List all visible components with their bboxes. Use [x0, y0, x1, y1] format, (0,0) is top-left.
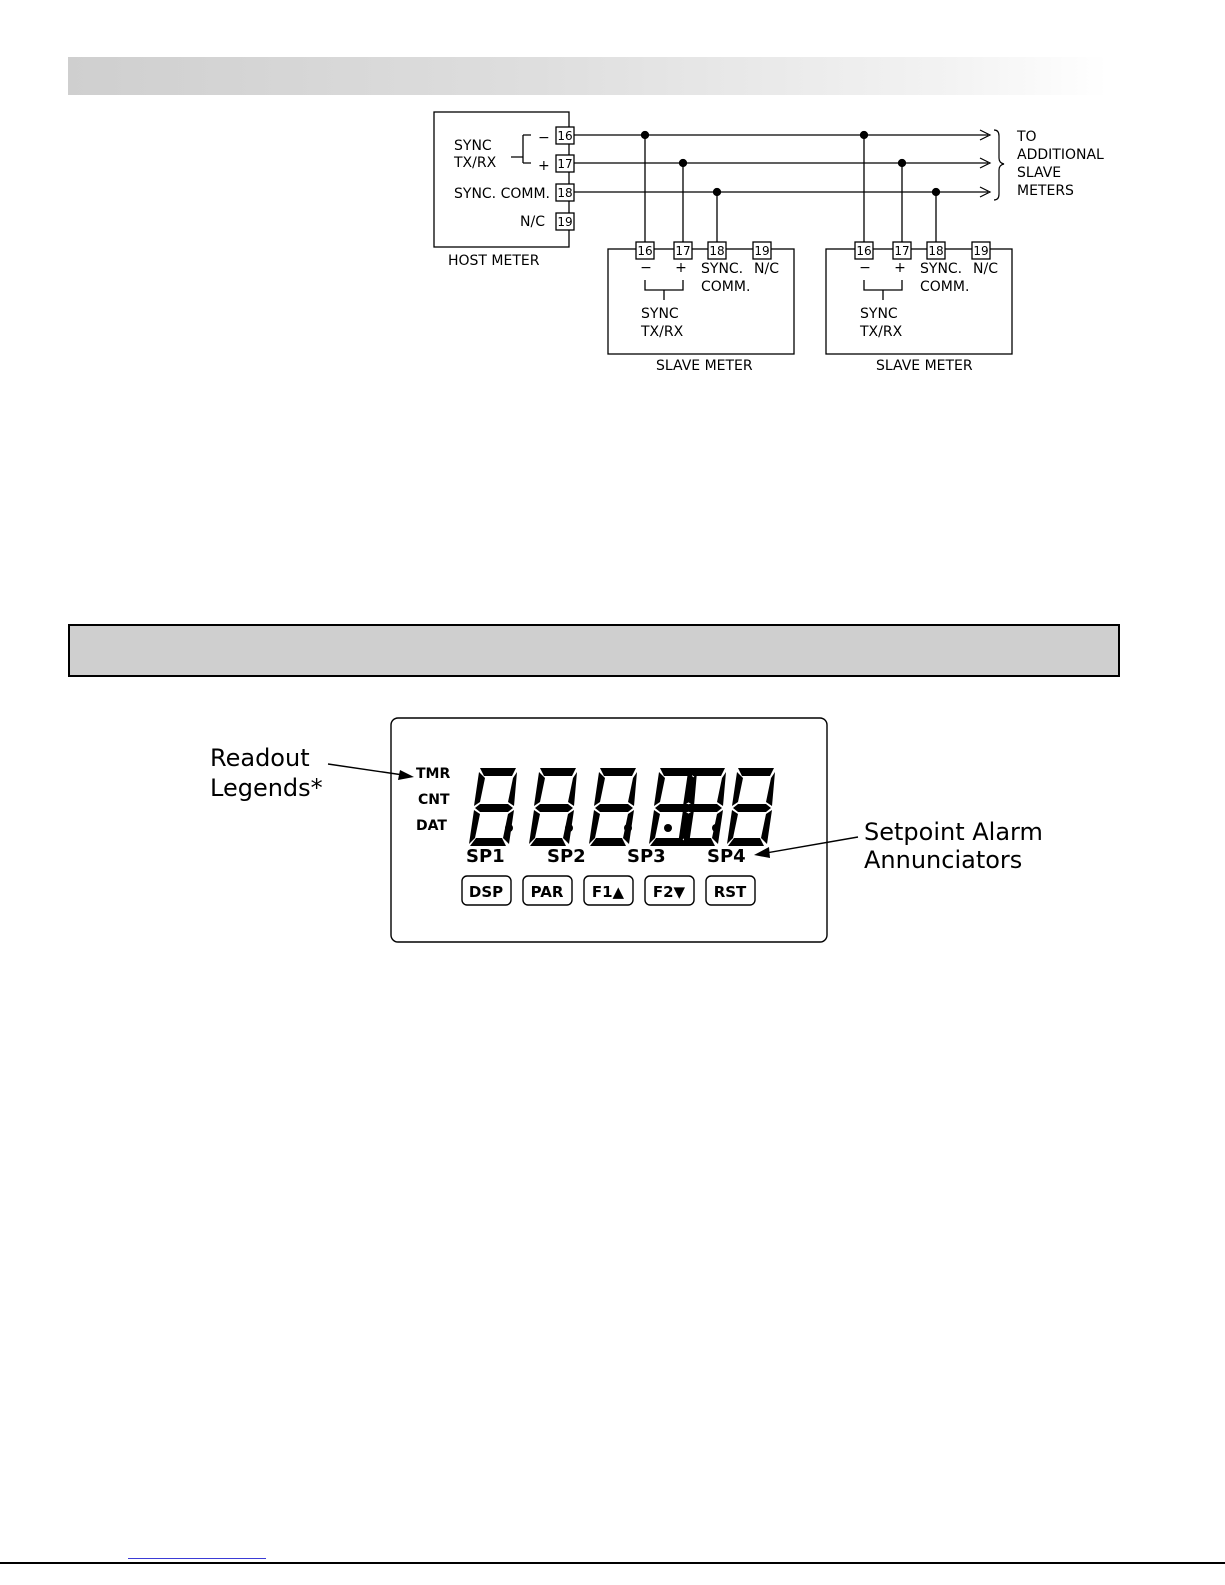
slave1-terminal-17: 17	[675, 244, 691, 258]
host-terminal-17: 17	[557, 157, 573, 171]
slave2-txrx-label: TX/RX	[860, 324, 903, 340]
host-nc-label: N/C	[520, 214, 545, 230]
footer-rule	[0, 1562, 1225, 1564]
readout-legends	[416, 766, 450, 834]
host-minus: −	[538, 130, 550, 146]
to-additional-line3: SLAVE	[1017, 165, 1062, 181]
slave2-comm-label: SYNC.	[920, 261, 963, 277]
slave2-nc-label: N/C	[973, 261, 998, 277]
slave1-nc-label: N/C	[754, 261, 779, 277]
par-button-label: PAR	[530, 883, 564, 901]
legend-dat: DAT	[416, 818, 447, 834]
slave2-plus: +	[894, 260, 906, 276]
host-comm-label: SYNC. COMM.	[454, 186, 550, 202]
slave2-sync-label: SYNC	[860, 306, 898, 322]
readout-legends-callout	[210, 744, 414, 802]
sync-bus-lines	[574, 135, 988, 192]
slave2-terminal-17: 17	[894, 244, 910, 258]
slave1-terminal-19: 19	[754, 244, 770, 258]
to-additional-line4: METERS	[1017, 183, 1074, 199]
callout-annunciators: Annunciators	[864, 846, 1023, 874]
slave2-terminal-19: 19	[973, 244, 989, 258]
annunciator-sp2: SP2	[547, 846, 586, 867]
slave1-terminal-18: 18	[709, 244, 725, 258]
footer-link-underline	[128, 1558, 266, 1559]
legend-tmr: TMR	[416, 766, 451, 782]
slave1-comm-label: SYNC.	[701, 261, 744, 277]
host-terminal-19: 19	[557, 215, 573, 229]
callout-readout: Readout	[210, 744, 310, 772]
callout-legends: Legends*	[210, 774, 323, 802]
host-plus: +	[538, 158, 550, 174]
to-additional-line2: ADDITIONAL	[1017, 147, 1104, 163]
host-terminal-16: 16	[557, 129, 573, 143]
meter-bezel	[391, 718, 827, 942]
slave1-terminal-16: 16	[637, 244, 653, 258]
slave-meter-1	[608, 242, 794, 374]
slave1-caption: SLAVE METER	[656, 358, 753, 374]
front-panel-keys	[462, 876, 755, 905]
slave1-minus: −	[640, 260, 652, 276]
dsp-button-label: DSP	[468, 883, 504, 901]
slave2-caption: SLAVE METER	[876, 358, 973, 374]
slave1-sync-label: SYNC	[641, 306, 679, 322]
section-header-bar	[68, 624, 1120, 677]
host-txrx-label: TX/RX	[454, 155, 497, 171]
sync-wiring-diagram	[420, 100, 1120, 394]
to-additional-line1: TO	[1017, 129, 1037, 145]
slave-meter-2	[826, 242, 1012, 374]
callout-setpoint-alarm: Setpoint Alarm	[864, 818, 1043, 846]
f1-button-label: F1▲	[591, 883, 625, 901]
slave1-comm-label-2: COMM.	[701, 279, 751, 295]
host-terminal-18: 18	[557, 186, 573, 200]
host-caption: HOST METER	[448, 253, 540, 269]
slave2-terminal-16: 16	[856, 244, 872, 258]
dsp-button[interactable]	[462, 876, 511, 905]
front-panel-figure	[210, 710, 1043, 954]
header-band	[68, 57, 1108, 95]
legend-cnt: CNT	[418, 792, 450, 808]
f1-up-button[interactable]	[584, 876, 633, 905]
annunciator-sp3: SP3	[627, 846, 666, 867]
f2-button-label: F2▼	[652, 883, 686, 901]
slave1-txrx-label: TX/RX	[641, 324, 684, 340]
annunciator-sp4: SP4	[707, 846, 746, 867]
f2-down-button[interactable]	[645, 876, 694, 905]
annunciator-sp1: SP1	[466, 846, 505, 867]
par-button[interactable]	[523, 876, 572, 905]
slave2-terminal-18: 18	[928, 244, 944, 258]
rst-button-label: RST	[713, 883, 747, 901]
rst-button[interactable]	[706, 876, 755, 905]
slave1-plus: +	[675, 260, 687, 276]
slave2-minus: −	[859, 260, 871, 276]
host-sync-label: SYNC	[454, 138, 492, 154]
slave2-comm-label-2: COMM.	[920, 279, 970, 295]
